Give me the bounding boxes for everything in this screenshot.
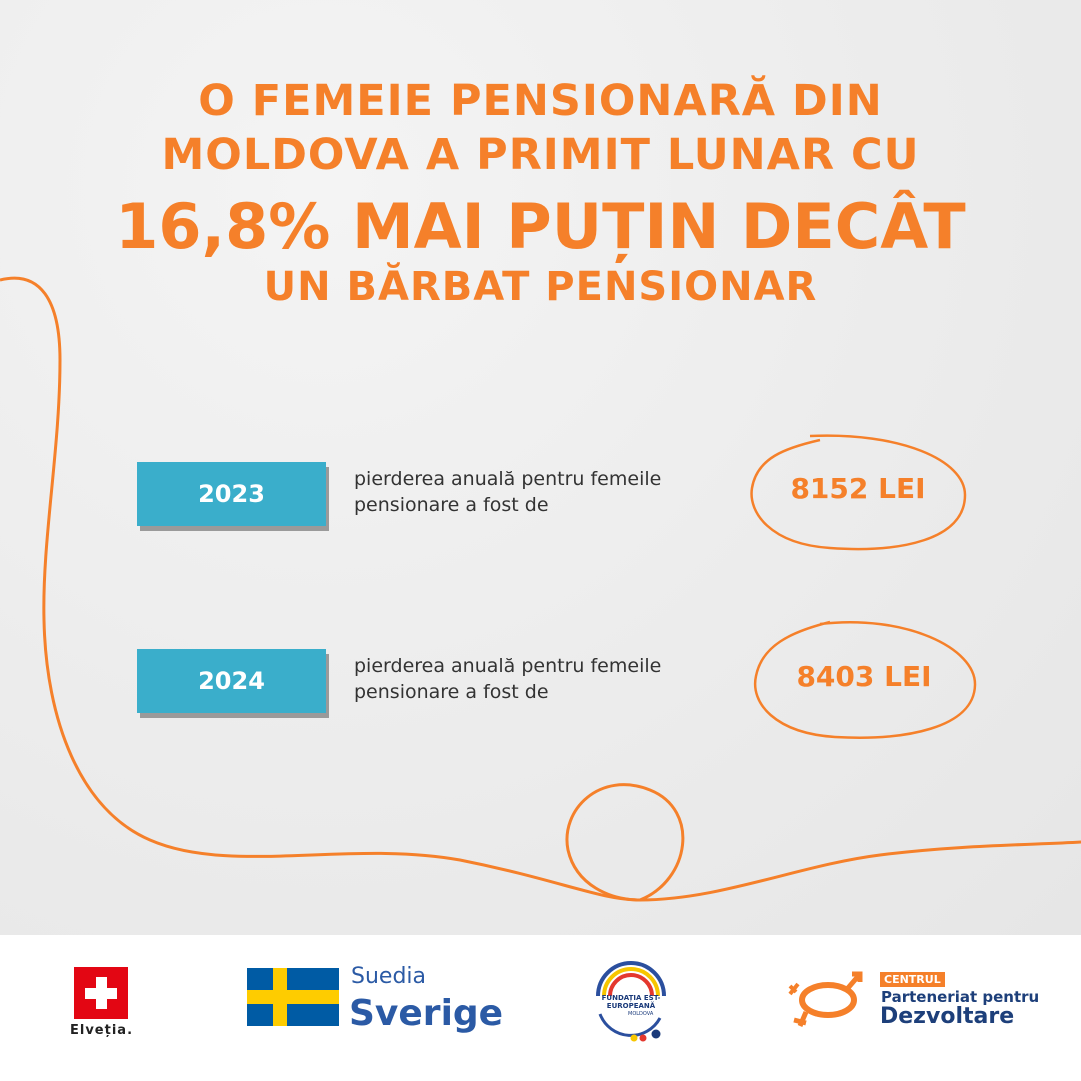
year-tag-2023: 2023 bbox=[137, 462, 326, 526]
foundation-sub-label: MOLDOVA bbox=[628, 1011, 654, 1017]
loss-description-line-2: pensionare a fost de bbox=[354, 494, 549, 516]
amount-2023: 8152 LEI bbox=[790, 472, 926, 505]
swedish-flag-icon bbox=[247, 968, 339, 1026]
gender-symbols-icon bbox=[788, 968, 870, 1034]
loss-description-2024 bbox=[354, 653, 734, 705]
swiss-flag-icon bbox=[74, 967, 128, 1019]
headline-line-1: O FEMEIE PENSIONARĂ DIN bbox=[198, 76, 883, 126]
year-tag-2024: 2024 bbox=[137, 649, 326, 713]
loss-description-line-1: pierderea anuală pentru femeile bbox=[354, 468, 662, 490]
headline-line-4: UN BĂRBAT PENSIONAR bbox=[263, 264, 818, 310]
loss-description-line-2: pensionare a fost de bbox=[354, 681, 549, 703]
sweden-label-small: Suedia bbox=[351, 964, 427, 989]
loss-description-line-1: pierderea anuală pentru femeile bbox=[354, 655, 662, 677]
centre-name-line-2: Dezvoltare bbox=[880, 1004, 1015, 1029]
centre-badge: CENTRUL bbox=[880, 972, 945, 987]
centre-name-line-1: Parteneriat pentru bbox=[881, 988, 1040, 1006]
headline-line-2: MOLDOVA A PRIMIT LUNAR CU bbox=[161, 130, 920, 180]
headline-line-3: 16,8% MAI PUȚIN DECÂT bbox=[115, 190, 966, 263]
amount-2024: 8403 LEI bbox=[796, 660, 932, 693]
sweden-label-big: Sverige bbox=[349, 993, 504, 1034]
foundation-label: FUNDAȚIA EST-EUROPEANĂ bbox=[601, 994, 661, 1010]
loss-description-2023 bbox=[354, 466, 734, 518]
switzerland-label: Elveția. bbox=[70, 1023, 134, 1038]
